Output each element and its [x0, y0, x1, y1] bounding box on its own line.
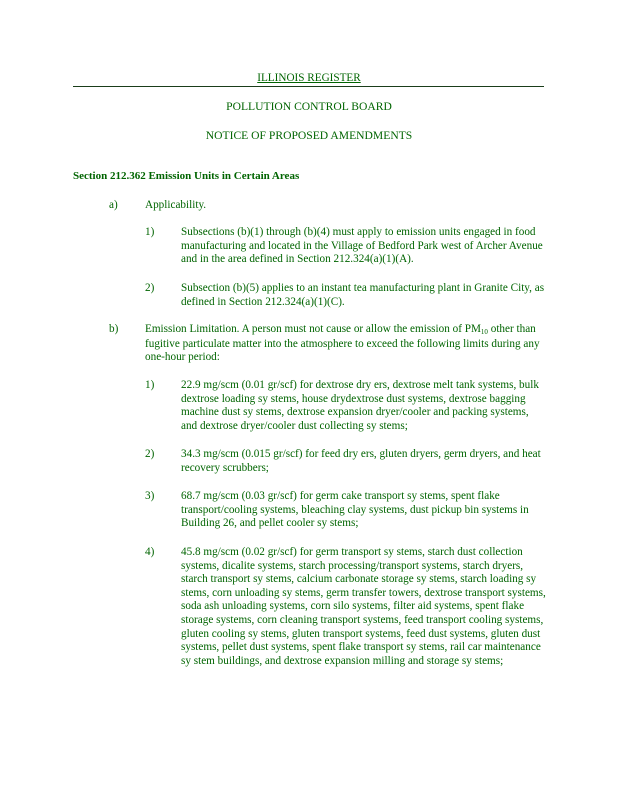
item-b2-text: 34.3 mg/scm (0.015 gr/scf) for feed dry ers, gluten dryers, germ dryers, and heat recovery scrubbers;	[181, 448, 541, 474]
intro-text-post: other than fugitive particulate matter into the atmosphere to exceed the following limits during any one-hour period:	[145, 323, 540, 364]
item-a1-label: 1)	[145, 226, 155, 238]
item-a2-text: Subsection (b)(5) applies to an instant tea manufacturing plant in Granite City, as defined in Section 212.324(a)(1)(C).	[181, 282, 545, 308]
item-a1-text: Subsections (b)(1) through (b)(4) must apply to emission units engaged in food manufacturing and located in the Village of Bedford Park west of Archer Avenue and in the area defined in Section 212.324(a)(1)(A).	[181, 226, 543, 266]
intro-text-pre: Emission Limitation. A person must not cause or allow the emission of PM	[145, 323, 481, 335]
item-b3-label: 3)	[145, 490, 155, 502]
header-rule	[73, 86, 544, 87]
subsection-a-label: a)	[109, 199, 118, 211]
register-header: ILLINOIS REGISTER	[257, 72, 361, 84]
board-title: POLLUTION CONTROL BOARD	[226, 100, 392, 113]
pm-subscript: 10	[480, 328, 488, 336]
item-b1-text: 22.9 mg/scm (0.01 gr/scf) for dextrose dry ers, dextrose melt tank systems, bulk dextrose loading sy stems, house drydextrose dust systems, dextrose bagging machine dust sy stems, dextrose expansion dryer/cooler and packing systems, and dextrose dryer/cooler dust collecting sy stems;	[181, 379, 539, 432]
item-b4-label: 4)	[145, 546, 155, 558]
item-a2-label: 2)	[145, 282, 155, 294]
subsection-b-intro	[145, 323, 543, 365]
section-heading: Section 212.362 Emission Units in Certain Areas	[73, 170, 300, 182]
item-b4-text: 45.8 mg/scm (0.02 gr/scf) for germ transport sy stems, starch dust collection systems, dicalite systems, starch processing/transport systems, starch dryers, starch transport sy stems, calcium carbonate storage sy stems, starch loading sy stems, corn unloading sy stems, germ transfer towers, dextrose transport systems, soda ash unloading systems, corn silo systems, filter aid systems, spent flake storage systems, corn cleaning transport systems, feed transport cooling systems, gluten cooling sy stems, gluten transport systems, feed dust systems, gluten dust systems, pellet dust systems, spent flake transport sy stems, rail car maintenance sy stem buildings, and dextrose expansion milling and storage sy stems;	[181, 546, 546, 667]
subsection-b-label: b)	[109, 323, 119, 335]
item-b1-label: 1)	[145, 379, 155, 391]
notice-title: NOTICE OF PROPOSED AMENDMENTS	[205, 129, 413, 142]
subsection-a-heading: Applicability.	[145, 199, 207, 211]
item-b3-text: 68.7 mg/scm (0.03 gr/scf) for germ cake transport sy stems, spent flake transport/cooling systems, bleaching clay systems, dust pickup bin systems in Building 26, and pellet cooler sy stems;	[181, 490, 529, 530]
item-b2-label: 2)	[145, 448, 155, 460]
